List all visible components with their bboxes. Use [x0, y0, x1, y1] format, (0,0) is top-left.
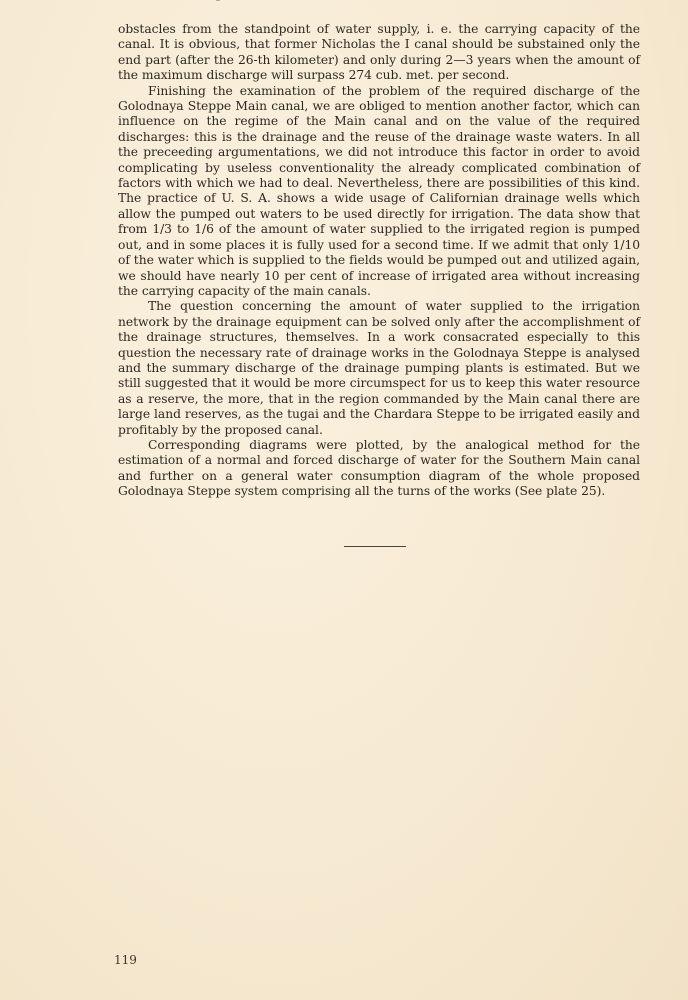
section-separator [344, 546, 406, 547]
paragraph-4: Corresponding diagrams were plotted, by the analogical method for the estimation of a normal and forced discharge of water for the Southern Main canal and further on a general water consumption diagram of the whole proposed Golodnaya Steppe system comprising all the turns of the works (See plate 25). [118, 437, 640, 499]
page-number: 119 [114, 953, 137, 967]
paragraph-1: obstacles from the standpoint of water supply, i. e. the carrying capacity of the canal. It is obvious, that former Nicholas the I canal should be substained only the end part (after the 26-th kilometer) and only during 2—3 years when the amount of the maximum discharge will surpass 274 cub. met. per second. [118, 22, 640, 83]
paragraph-3: The question concerning the amount of water supplied to the irrigation network by the drainage equipment can be solved only after the accomplishment of the drainage structures, themselves. In a work consacrated especially to this question the necessary rate of drainage works in the Golodnaya Steppe is analysed and the summary discharge of the drainage pumping plants is estimated. But we still suggested that it would be more circumspect for us to keep this water resource as a reserve, the more, that in the region commanded by the Main canal there are large land reserves, as the tugai and the Chardara Steppe to be irrigated easily and profitably by the proposed canal. [118, 299, 640, 437]
paragraph-2: Finishing the examination of the problem of the required discharge of the Golodnaya Steppe Main canal, we are obliged to mention another factor, which can influence on the regime of the Main canal and on the value of the required discharges: this is the drainage and the reuse of the drainage waste waters. In all the preceeding argumentations, we did not introduce this factor in order to avoid complicating by useless conventionality the already complicated combination of factors with which we had to deal. Nevertheless, there are possibilities of this kind. The practice of U. S. A. shows a wide usage of Californian drainage wells which allow the pumped out waters to be used directly for irrigation. The data show that from 1/3 to 1/6 of the amount of water supplied to the irrigated region is pumped out, and in some places it is fully used for a second time. If we admit that only 1/10 of the water which is supplied to the fields would be pumped out and utilized again, we should have nearly 10 per cent of increase of irrigated area without increasing the carrying capacity of the main canals. [118, 83, 640, 298]
page-body [118, 22, 640, 500]
scan-mark [216, 0, 220, 4]
